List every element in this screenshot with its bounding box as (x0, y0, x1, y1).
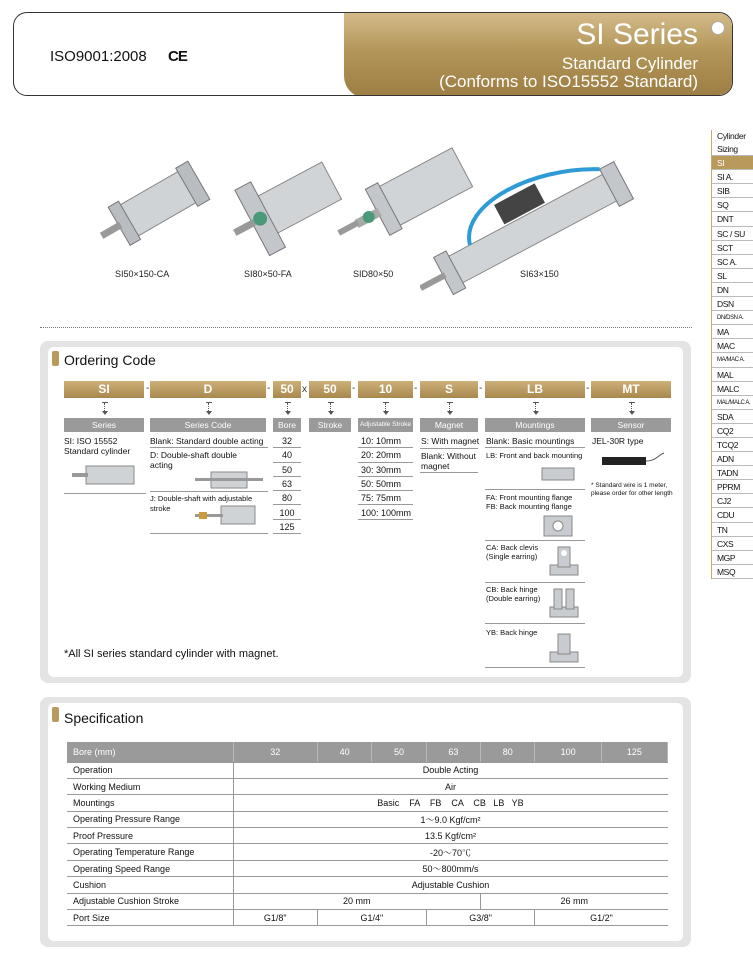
arrow-icon (449, 403, 450, 413)
bore-value: 125 (273, 520, 301, 534)
sensor-image (598, 451, 666, 477)
spec-label: Operation (67, 762, 233, 778)
mount-item: YB: Back hinge (486, 628, 538, 637)
sidebar-item[interactable]: MGP (712, 551, 753, 565)
spec-header-cell: 40 (317, 742, 371, 762)
bore-value: 100 (273, 506, 301, 520)
head-bore: Bore (273, 418, 301, 432)
spec-value: G1/8" (233, 910, 317, 926)
sidebar-item[interactable]: SI (712, 156, 753, 170)
spec-value: G3/8" (426, 910, 535, 926)
spec-value: G1/2" (535, 910, 668, 926)
mount-item: FA: Front mounting flange (486, 493, 573, 502)
spec-value: 20 mm (233, 893, 481, 909)
code-dash: - (352, 383, 356, 394)
sidebar-item[interactable]: MAC (712, 339, 753, 353)
ce-mark: CE (168, 48, 187, 65)
series-desc: SI: ISO 15552 Standard cylinder (64, 436, 146, 494)
spec-row (67, 795, 668, 811)
code-dash: - (146, 383, 150, 394)
ordering-title: Ordering Code (64, 352, 156, 368)
spec-label: Working Medium (67, 778, 233, 794)
arrow-icon (104, 403, 105, 413)
product-label: SI63×150 (520, 269, 559, 279)
code-mount: LB (485, 381, 585, 398)
bore-value: 50 (273, 463, 301, 477)
code-dash: - (414, 383, 418, 394)
spec-header-cell: 32 (233, 742, 317, 762)
mount-lb-icon (540, 462, 576, 486)
arrow-icon (535, 403, 536, 413)
head-magnet: Magnet (420, 418, 478, 432)
spec-row (67, 811, 668, 827)
bore-value: 63 (273, 477, 301, 491)
section-marker-icon (52, 707, 59, 722)
sidebar-item[interactable]: ADN (712, 452, 753, 466)
head-sensor: Sensor (591, 418, 671, 432)
spec-label: Adjustable Cushion Stroke (67, 893, 233, 909)
product-label: SI80×50-FA (244, 269, 292, 279)
code-item: D: Double-shaft double acting (150, 450, 237, 470)
sidebar-item[interactable]: SCT (712, 241, 753, 255)
spec-header-cell: Bore (mm) (67, 742, 233, 762)
spec-value: 50～800mm/s (233, 860, 668, 876)
magnet-note: *All SI series standard cylinder with magnet. (64, 648, 279, 660)
sidebar-item[interactable]: SIB (712, 184, 753, 198)
sidebar-item[interactable]: TCQ2 (712, 438, 753, 452)
code-series: SI (64, 381, 144, 398)
sidebar-item[interactable]: MA/MAC A. (712, 353, 753, 367)
mount-item: LB: Front and back mounting (486, 451, 583, 460)
adj-stroke-value: 30: 30mm (358, 463, 413, 477)
adj-stroke-value: 100: 100mm (358, 506, 413, 520)
adj-stroke-value: 75: 75mm (358, 491, 413, 505)
magnet-item: Blank: Without magnet (421, 451, 476, 471)
spec-label: Cushion (67, 877, 233, 893)
bore-value: 40 (273, 448, 301, 462)
divider (40, 327, 692, 328)
mount-item: CB: Back hinge (Double earring) (486, 585, 541, 603)
cylinder-thumb (72, 460, 142, 490)
sidebar-item[interactable]: MALC (712, 382, 753, 396)
spec-label: Operating Pressure Range (67, 811, 233, 827)
sidebar-item[interactable]: CDU (712, 508, 753, 522)
arrow-icon (330, 403, 331, 413)
sidebar-item[interactable]: SQ (712, 198, 753, 212)
sidebar-item[interactable]: CQ2 (712, 424, 753, 438)
spec-header-cell: 100 (535, 742, 601, 762)
head-adj-stroke: Adjustable Stroke (358, 418, 413, 432)
adj-stroke-value: 50: 50mm (358, 477, 413, 491)
code-x: x (302, 384, 307, 395)
sidebar-item[interactable]: SC A. (712, 255, 753, 269)
spec-row (67, 778, 668, 794)
spec-row (67, 893, 668, 909)
page-subtitle-2: (Conforms to ISO15552 Standard) (439, 72, 698, 91)
spec-header-cell: 80 (481, 742, 535, 762)
spec-value: Adjustable Cushion (233, 877, 668, 893)
sidebar-item[interactable]: DSN (712, 297, 753, 311)
spec-header-cell: 63 (426, 742, 480, 762)
iso-cert: ISO9001:2008 (50, 48, 147, 65)
cylinder-thumb (195, 502, 265, 532)
spec-value: G1/4" (317, 910, 426, 926)
cylinder-image-1 (100, 145, 225, 260)
head-series: Series (64, 418, 144, 432)
spec-value: 26 mm (481, 893, 668, 909)
adj-stroke-value: 10: 10mm (358, 434, 413, 448)
sensor-type: JEL-30R type (592, 436, 644, 446)
arrow-icon (208, 403, 209, 413)
head-stroke: Stroke (309, 418, 351, 432)
code-d: D (150, 381, 266, 398)
bore-value: 80 (273, 491, 301, 505)
spec-title: Specification (64, 710, 144, 726)
spec-value: 1～9.0 Kgf/cm² (233, 811, 668, 827)
spec-value: Air (233, 778, 668, 794)
code-dash: - (267, 383, 271, 394)
sidebar-item[interactable]: CJ2 (712, 494, 753, 508)
code-magnet: S (420, 381, 478, 398)
spec-label: Operating Speed Range (67, 860, 233, 876)
mount-item: FB: Back mounting flange (486, 502, 572, 511)
spec-header-cell: 125 (601, 742, 667, 762)
product-label: SID80×50 (353, 269, 394, 279)
product-label: SI50×150-CA (115, 269, 170, 279)
code-dash: - (479, 383, 483, 394)
spec-row (67, 762, 668, 778)
sidebar-item[interactable]: MA (712, 325, 753, 339)
adj-stroke-value: 20: 20mm (358, 448, 413, 462)
code-sensor: MT (591, 381, 671, 398)
sidebar-item[interactable]: MAL (712, 368, 753, 382)
cylinder-image-4 (420, 135, 640, 320)
sidebar-item[interactable]: SI A. (712, 170, 753, 184)
circle-icon (712, 22, 724, 34)
spec-value: Double Acting (233, 762, 668, 778)
title-banner (344, 12, 733, 96)
spec-row (67, 860, 668, 876)
mount-item: Blank: Basic mountings (486, 436, 575, 446)
sidebar-item[interactable]: MSQ (712, 565, 753, 579)
arrow-icon (287, 403, 288, 413)
page-title: SI Series (576, 18, 698, 51)
spec-value: 13.5 Kgf/cm² (233, 828, 668, 844)
sidebar-item[interactable]: DN/DSN A. (712, 311, 753, 325)
header-box (13, 12, 733, 96)
spec-row (67, 828, 668, 844)
sidebar-item[interactable]: MAL/MALC A. (712, 396, 753, 410)
page-subtitle: Standard Cylinder (561, 54, 698, 73)
arrow-icon (385, 403, 386, 413)
code-dash: - (586, 383, 590, 394)
head-mountings: Mountings (485, 418, 585, 432)
mount-hinge-icon (546, 585, 582, 621)
sidebar-item[interactable]: SDA (712, 410, 753, 424)
spec-header-row (67, 742, 668, 762)
spec-label: Port Size (67, 910, 233, 926)
spec-row (67, 910, 668, 926)
mount-item: CA: Back clevis (Single earring) (486, 543, 539, 561)
section-marker-icon (52, 351, 59, 366)
bore-value: 32 (273, 434, 301, 448)
spec-label: Operating Temperature Range (67, 844, 233, 860)
sidebar (711, 130, 753, 579)
sidebar-item[interactable]: SC / SU (712, 227, 753, 241)
sidebar-item[interactable]: SL (712, 269, 753, 283)
sidebar-item[interactable]: TN (712, 523, 753, 537)
sidebar-item[interactable]: DN (712, 283, 753, 297)
spec-value: Basic FA FB CA CB LB YB (233, 795, 668, 811)
spec-row (67, 877, 668, 893)
sidebar-item[interactable]: TADN (712, 466, 753, 480)
code-bore: 50 (273, 381, 301, 398)
sidebar-item[interactable]: Sizing (712, 142, 753, 156)
cylinder-thumb (195, 468, 265, 492)
magnet-item: S: With magnet (421, 436, 480, 446)
mount-clevis-icon (546, 543, 582, 579)
spec-table (67, 742, 668, 926)
spec-label: Mountings (67, 795, 233, 811)
sensor-note: * Standard wire is 1 meter, please order for other length (591, 482, 673, 497)
head-series-code: Series Code (150, 418, 266, 432)
code-adj: 10 (358, 381, 413, 398)
code-stroke: 50 (309, 381, 351, 398)
mount-yb-icon (546, 630, 582, 666)
code-item: J: Double-shaft with adjustable stroke (150, 494, 253, 513)
mount-flange-icon (540, 514, 576, 538)
sidebar-item[interactable]: CXS (712, 537, 753, 551)
arrow-icon (631, 403, 632, 413)
code-item: Blank: Standard double acting (150, 436, 264, 446)
spec-row (67, 844, 668, 860)
sidebar-item[interactable]: PPRM (712, 480, 753, 494)
spec-header-cell: 50 (372, 742, 426, 762)
sidebar-heading: Cylinder (717, 131, 746, 141)
sidebar-item[interactable]: DNT (712, 212, 753, 226)
spec-label: Proof Pressure (67, 828, 233, 844)
spec-value: -20～70℃ (233, 844, 668, 860)
